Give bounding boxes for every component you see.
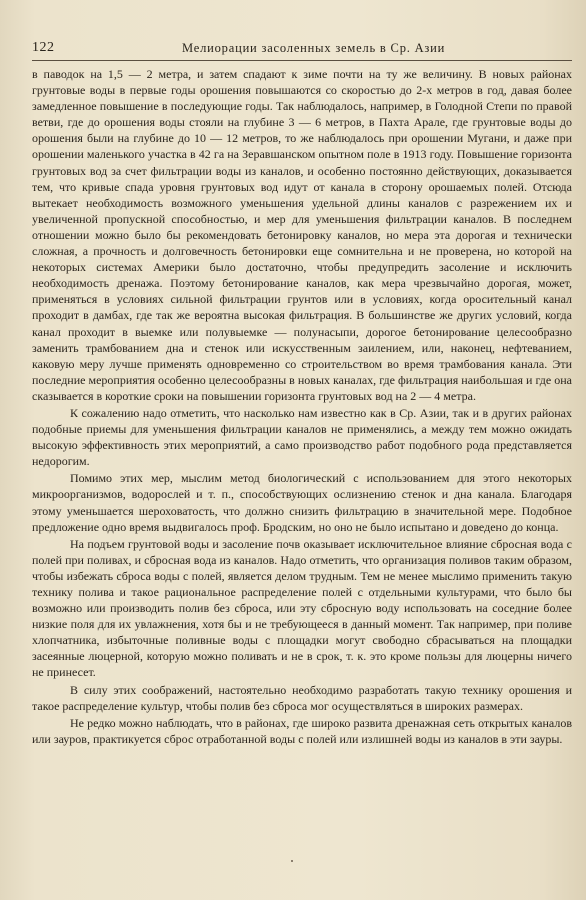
paragraph-5: В силу этих соображений, настоятельно необходимо разработать такую технику орошения и такое распределение культур, чтобы полив без сброса мог осуществляться в широких размерах. — [32, 682, 572, 713]
paragraph-1: в паводок на 1,5 — 2 метра, и затем спадают к зиме почти на ту же величину. В новых районах грунтовые воды в первые годы орошения повышаются со скоростью до 2-х метров в год, давая более замедленное повышение в последующие годы. Так наблюдалось, например, в Голодной Степи по правой ветви, где до орошения воды стояли на глубине 3 — 6 метров, в Пахта Арале, где грунтовые воды до орошения были на глубине до 10 — 12 метров, то же наблюдалось при орошении Мугани, и даже при орошении маленького участка в 42 га на Зеравшанском опытном поле в 1913 году. Повышение горизонта грунтовых вод за счет фильтрации воды из каналов, и особенно постоянно действующих, доказывается тем, что кривые спада уровня грунтовых вод идут от канала в сторону орошаемых полей. Отсюда вытекает необходимость возможного уменьшения удельной длины каналов с разрежением их и увеличенной пропускной способностью, и мер для уменьшения фильтрации каналов. В последнем отношении можно было бы рекомендовать бетонировку каналов, но мера эта дорогая и технически сложная, а прочность и долговечность бетонировки еще сомнительна и не проверена, но которой на некоторых системах Америки было достаточно, чтобы предупредить засоление и исключить необходимость дренажа. Поэтому бетонирование каналов, как мера чрезвычайно дорогая, может, применяться в условиях сильной фильтрации грунтов или в условиях, когда оросительный канал проходит в дамбах, где так же вероятна высокая фильтрация. В большинстве же других условий, когда канал проходит в выемке или полувыемке — полунасыпи, дорогое бетонирование целесообразно заменить трамбованием дна и стенок или искусственным заилением, или, наконец, нефтеванием, каковую меру лучше применять одновременно со строительством во время трамбования канала. Эти последние мероприятия особенно целесообразны в новых каналах, где фильтрация наибольшая и где она сказывается в короткие сроки на повышении горизонта грунтовых вод на 2 — 4 метра. — [32, 67, 572, 403]
header-rule — [32, 60, 572, 61]
paragraph-4: На подъем грунтовой воды и засоление почв оказывает исключительное влияние сбросная вода с полей при поливах, и сбросная вода из каналов. Надо отметить, что организация поливов таким образом, чтобы избежать сброса воды с полей, является делом трудным. Тем не менее мыслимо применить такую технику полива и такое рациональное распределение полей с отдельными культурами, что было бы возможно или производить полив без сброса, или эту сбросную воду использовать на соседние более низкие поля для их увлажнения, хотя бы и не требующееся в данный момент. Так например, при поливе хлопчатника, избыточные поливные воды с площадки могут свободно сбрасываться на площадки засеянные люцерной, которую можно поливать и не в срок, т. к. это кроме пользы для люцерны ничего не принесет. — [32, 536, 572, 680]
paragraph-6: Не редко можно наблюдать, что в районах, где широко развита дренажная сеть открытых каналов или зауров, практикуется сброс отработанной воды с полей или излишней воды из каналов в эти зауры. — [32, 715, 572, 746]
page-number: 122 — [32, 40, 55, 55]
page-header — [32, 36, 572, 60]
running-title: Мелиорации засоленных земель в Ср. Азии — [182, 41, 446, 55]
paragraph-3: Помимо этих мер, мыслим метод биологический с использованием для этого некоторых микроорганизмов, водорослей и т. п., способствующих ослизнению стенок и дна канала. Благодаря этому уменьшается шероховатость, что должно снизить фильтрацию в значительной мере. Подобное предложение одно время выдвигалось проф. Бродским, но оно не было испытано и доведено до конца. — [32, 471, 572, 534]
paragraph-2: К сожалению надо отметить, что насколько нам известно как в Ср. Азии, так и в других районах подобные приемы для уменьшения фильтрации каналов не применялись, а между тем можно ожидать высокую эффективность этих мероприятий, а само производство работ подобного рода представляется недорогим. — [32, 405, 572, 469]
body-text — [32, 66, 572, 747]
print-speck — [291, 860, 293, 862]
